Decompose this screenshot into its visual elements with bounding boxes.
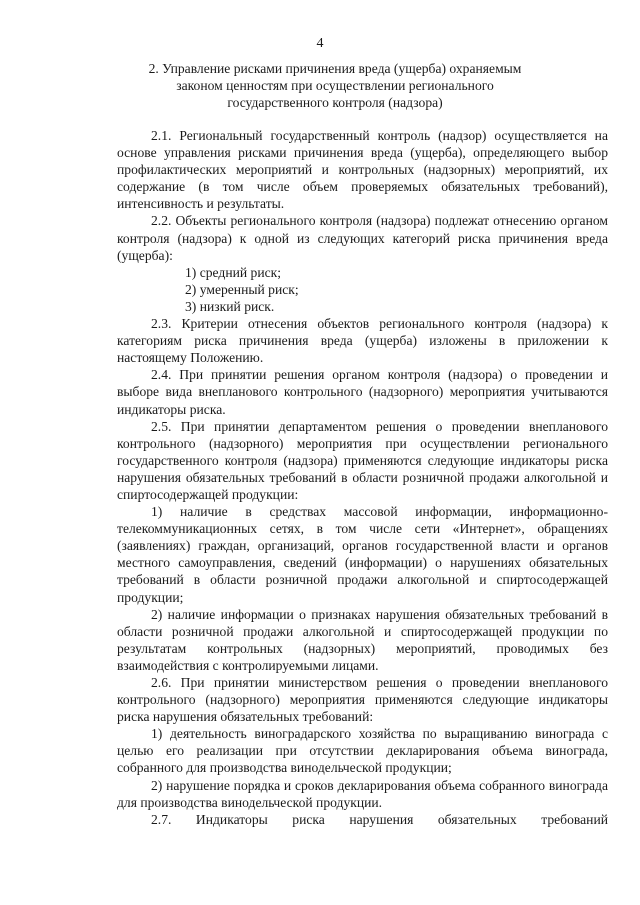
paragraph-2-6-item-1: 1) деятельность виноградарского хозяйства по выращиванию винограда с целью его реализации при отсутствии декларирования объема винограда, собранного для производства винодельческой продукции; — [117, 726, 608, 776]
paragraph-2-2: 2.2. Объекты регионального контроля (надзора) подлежат отнесению органом контроля (надзора) к одной из следующих категорий риска причинения вреда (ущерба): — [117, 213, 608, 263]
paragraph-2-4: 2.4. При принятии решения органом контроля (надзора) о проведении и выборе вида внепланового контрольного (надзорного) мероприятия учитываются индикаторы риска. — [117, 367, 608, 417]
paragraph-2-7: 2.7. Индикаторы риска нарушения обязательных требований — [151, 811, 608, 827]
paragraph-2-1: 2.1. Региональный государственный контроль (надзор) осуществляется на основе управления рисками причинения вреда (ущерба), определяющего выбор профилактических мероприятий и контрольных (надзорных) мероприятий, их содержание (в том числе объем проверяемых обязательных требований), интенсивность и результаты. — [117, 128, 608, 212]
heading-line-3: государственного контроля (надзора) — [227, 95, 443, 110]
heading-line-2: законом ценностям при осуществлении регионального — [176, 78, 494, 93]
paragraph-2-5: 2.5. При принятии департаментом решения о проведении внепланового контрольного (надзорного) мероприятия при осуществлении регионального государственного контроля (надзора) применяются следующие индикаторы риска нарушения обязательных требований в области розничной продажи алкогольной и спиртосодержащей продукции: — [117, 418, 608, 502]
risk-category-3: 3) низкий риск. — [185, 298, 275, 314]
paragraph-2-3: 2.3. Критерии отнесения объектов регионального контроля (надзора) к категориям риска причинения вреда (ущерба) изложены в приложении к настоящему Положению. — [117, 316, 608, 366]
risk-category-1: 1) средний риск; — [185, 264, 282, 280]
section-heading — [100, 60, 570, 111]
paragraph-2-5-item-2: 2) наличие информации о признаках нарушения обязательных требований в области розничной продажи алкогольной и спиртосодержащей продукции по результатам контрольных (надзорных) мероприятий, проводимых без взаимодействия с контролируемыми лицами. — [117, 606, 608, 673]
body-text — [117, 127, 608, 828]
paragraph-2-6: 2.6. При принятии министерством решения о проведении внепланового контрольного (надзорного) мероприятия применяются следующие индикаторы риска нарушения обязательных требований: — [117, 675, 608, 725]
heading-line-1: 2. Управление рисками причинения вреда (ущерба) охраняемым — [148, 61, 522, 76]
risk-category-2: 2) умеренный риск; — [185, 281, 299, 297]
page-number: 4 — [316, 36, 324, 51]
paragraph-2-6-item-2: 2) нарушение порядка и сроков декларирования объема собранного винограда для производства винодельческой продукции. — [117, 777, 608, 810]
paragraph-2-5-item-1: 1) наличие в средствах массовой информации, информационно-телекоммуникационных сетях, в том числе сети «Интернет», обращениях (заявлениях) граждан, организаций, органов государственной власти и органов местного самоуправления, сведений (информации) о нарушениях обязательных требований в области розничной продажи алкогольной и спиртосодержащей продукции; — [117, 504, 608, 605]
